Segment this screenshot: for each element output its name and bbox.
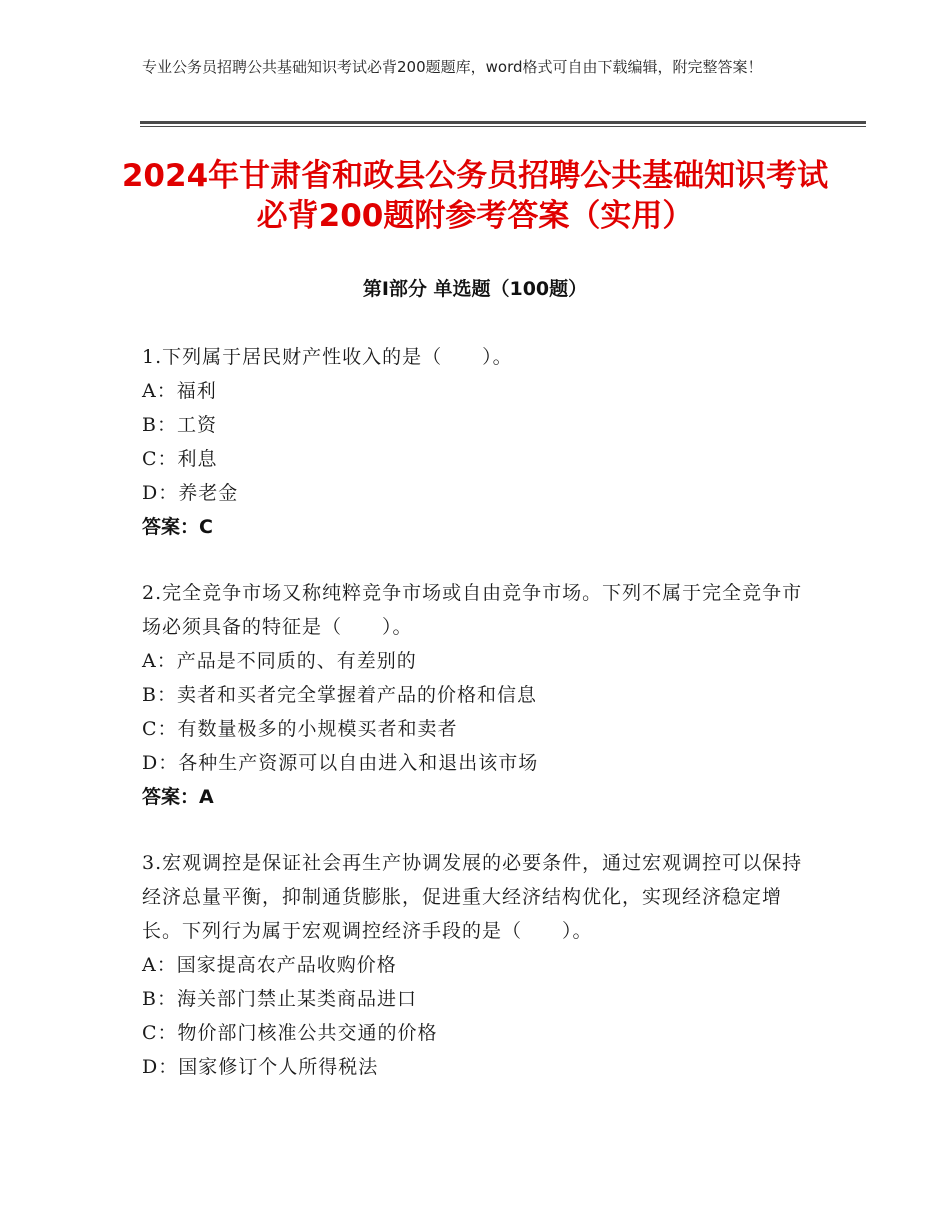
option-c: C：物价部门核准公共交通的价格 [142, 1022, 438, 1044]
header-divider-thin [140, 126, 866, 127]
question-stem: 3.宏观调控是保证社会再生产协调发展的必要条件，通过宏观调控可以保持经济总量平衡，抑制通货膨胀，促进重大经济结构优化，实现经济稳定增长。下列行为属于宏观调控经济手段的是（ ）。 [142, 852, 803, 942]
option-d: D：各种生产资源可以自由进入和退出该市场 [142, 752, 539, 774]
option-a: A：福利 [142, 380, 217, 402]
option-b: B：工资 [142, 414, 217, 436]
question-list [142, 340, 812, 1116]
question-item [142, 340, 812, 544]
option-b: B：海关部门禁止某类商品进口 [142, 988, 417, 1010]
answer-line: 答案：C [142, 516, 213, 538]
answer-line: 答案：A [142, 786, 214, 808]
option-a: A：国家提高农产品收购价格 [142, 954, 397, 976]
header-note: 专业公务员招聘公共基础知识考试必背200题题库，word格式可自由下载编辑，附完整答案！ [142, 58, 763, 76]
question-item [142, 846, 812, 1084]
option-d: D：国家修订个人所得税法 [142, 1056, 379, 1078]
section-title: 第Ⅰ部分 单选题（100题） [362, 278, 588, 300]
option-c: C：有数量极多的小规模买者和卖者 [142, 718, 458, 740]
question-item [142, 576, 812, 814]
document-title: 2024年甘肃省和政县公务员招聘公共基础知识考试必背200题附参考答案（实用） [121, 158, 829, 234]
header-divider-thick [140, 121, 866, 124]
question-stem: 2.完全竞争市场又称纯粹竞争市场或自由竞争市场。下列不属于完全竞争市场必须具备的特征是（ ）。 [142, 582, 803, 638]
option-d: D：养老金 [142, 482, 239, 504]
option-b: B：卖者和买者完全掌握着产品的价格和信息 [142, 684, 537, 706]
question-stem: 1.下列属于居民财产性收入的是（ ）。 [142, 346, 513, 368]
option-a: A：产品是不同质的、有差别的 [142, 650, 417, 672]
option-c: C：利息 [142, 448, 218, 470]
